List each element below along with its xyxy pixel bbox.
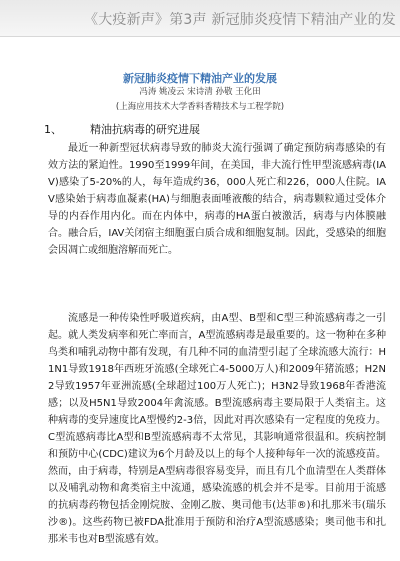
page-header-bar (0, 0, 400, 37)
body-paragraph-1: 最近一种新型冠状病毒导致的肺炎大流行强调了确定预防病毒感染的有效方法的紧迫性。1990至1999年间，在美国，非大流行性甲型流感病毒(IAV)感染了5-20%的人，每年造成约36，000人死亡和226，000人住院。IAV感染始于病毒血凝素(HA)与细胞表面唾液酸的结合，病毒颗粒通过受体介导的内吞作用内化。而在内体中，病毒的HA蛋白被激活，病毒与内体膜融合。融合后，IAV关闭宿主细胞蛋白质合成和细胞复制。因此，受感染的细胞会因凋亡或细胞溶解而死亡。 (48, 143, 386, 256)
body-paragraph-2: 流感是一种传染性呼吸道疾病，由A型、B型和C型三种流感病毒之一引起。就人类发病率和死亡率而言，A型流感病毒是最重要的。这一物种在多种鸟类和哺乳动物中都有发现，有几种不同的血清型引起了全球流感大流行：H1N1导致1918年西班牙流感(全球死亡4-5000万人)和2009年猪流感；H2N2导致1957年亚洲流感(全球超过100万人死亡)；H3N2导致1968年香港流感；以及H5N1导致2004年禽流感。B型流感病毒主要局限于人类宿主。这种病毒的变异速度比A型慢约2-3倍，因此对再次感染有一定程度的免疫力。C型流感病毒比A型和B型流感病毒不太常见，其影响通常很温和。疾病控制和预防中心(CDC)建议为6个月龄及以上的每个人接种每年一次的流感疫苗。然而，由于病毒，特别是A型病毒很容易变异，而且有几个血清型在人类群体以及哺乳动物和禽类宿主中流通，感染流感的机会并不是零。目前用于流感的抗病毒药物包括金刚烷胺、金刚乙胺、奥司他韦(达菲®)和扎那米韦(瑞乐沙®)。这些药物已被FDA批准用于预防和治疗A型流感感染；奥司他韦和扎那米韦也对B型流感有效。 (48, 313, 386, 545)
article-affiliation: (上海应用技术大学香料香精技术与工程学院) (115, 102, 285, 112)
section-heading (44, 121, 200, 137)
article-title: 新冠肺炎疫情下精油产业的发展 (123, 72, 277, 85)
section-title: 精油抗病毒的研究进展 (90, 123, 200, 136)
article-authors: 冯涛 姚凌云 宋诗清 孙敬 王化田 (139, 87, 261, 97)
section-number: 1、 (44, 123, 62, 136)
running-header: 《大疫新声》第3声 新冠肺炎疫情下精油产业的发 (84, 12, 396, 28)
